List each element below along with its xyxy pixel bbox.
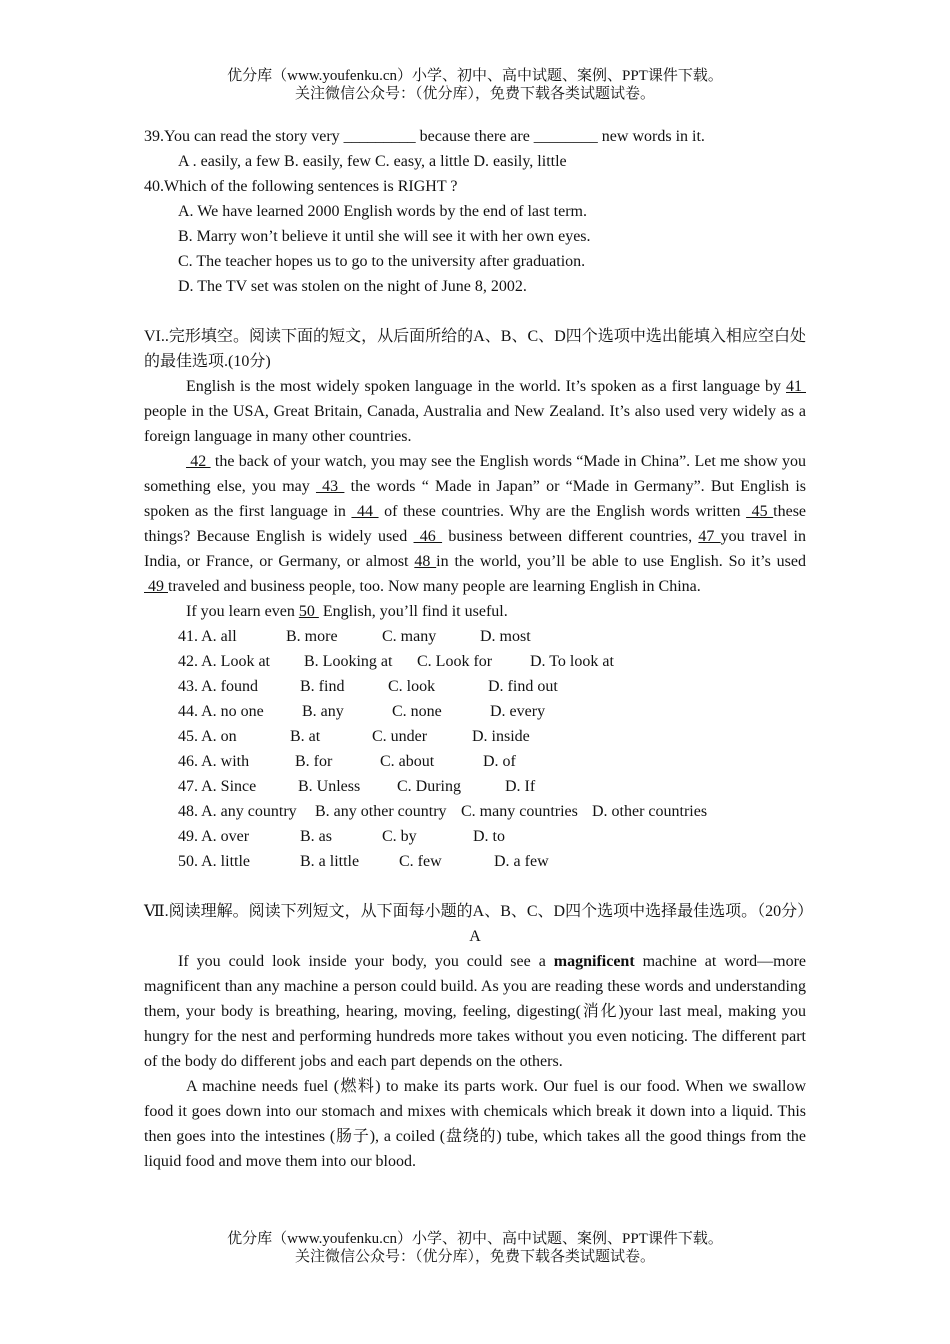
q40-option-b: B. Marry won’t believe it until she will see it with her own eyes. (178, 228, 591, 245)
blank-50: 50 (298, 603, 319, 620)
cloze-paragraph-3: If you learn even 50 English, you’ll find it useful. (186, 603, 508, 620)
cloze-paragraph-2: 42 the back of your watch, you may see the English words “Made in China”. Let me show you something else, you may 43 the words “ Made in Japan” or “Made in Germany”. But English is spoken as the first language in 44 of these countries. Why are the English words written 45 these things? Because English is widely used 46 business between different countries, 47 you travel in India, or France, or Germany, or almost 48 in the world, you’ll be able to use English. So it’s used 49 traveled and business people, too. Now many people are learning English in China. (144, 453, 807, 595)
q40-stem: 40.Which of the following sentences is RIGHT ? (144, 178, 458, 195)
footer-line-1: 优分库（www.youfenku.cn）小学、初中、高中试题、案例、PPT课件下载。 (227, 1231, 723, 1247)
q40-option-d: D. The TV set was stolen on the night of June 8, 2002. (178, 278, 527, 295)
cloze-question-48: 48. A. any country B. any other country C. many countries D. other countries (178, 803, 708, 820)
blank-44: 44 (351, 503, 379, 520)
blank-43: 43 (315, 478, 345, 495)
reading-section-title: A (469, 928, 481, 945)
blank-46: 46 (413, 528, 443, 545)
cloze-question-49: 49. A. over B. as C. by D. to (178, 828, 505, 845)
header-line-1: 优分库（www.youfenku.cn）小学、初中、高中试题、案例、PPT课件下载。 (227, 68, 723, 84)
q40-option-a: A. We have learned 2000 English words by the end of last term. (178, 203, 587, 220)
cloze-question-45: 45. A. on B. at C. under D. inside (178, 728, 530, 745)
cloze-paragraph-1: English is the most widely spoken language in the world. It’s spoken as a first language by 41 people in the USA, Great Britain, Canada, Australia and New Zealand. It’s also used very widely as a foreign language in many other countries. (144, 378, 806, 445)
bold-word: magnificent (553, 953, 635, 970)
cloze-question-50: 50. A. little B. a little C. few D. a few (178, 853, 549, 870)
cloze-question-41: 41. A. all B. more C. many D. most (178, 628, 531, 645)
cloze-question-43: 43. A. found B. find C. look D. find out (178, 678, 558, 695)
footer-line-2: 关注微信公众号：（优分库），免费下载各类试题试卷。 (294, 1249, 655, 1265)
blank-45: 45 (746, 503, 774, 520)
blank-41: 41 (786, 378, 806, 395)
cloze-question-46: 46. A. with B. for C. about D. of (178, 753, 516, 770)
reading-instruction: Ⅶ.阅读理解。阅读下列短文，从下面每小题的A、B、C、D四个选项中选择最佳选项。（20分） (144, 903, 814, 920)
reading-paragraph-2: A machine needs fuel (燃料) to make its parts work. Our fuel is our food. When we swallow food it goes down into our stomach and mixes with chemicals which break it down into a liquid. This then goes into the intestines (肠子), a coiled (盘绕的) tube, which takes all the good things from the liquid food and move them into our blood. (144, 1078, 806, 1170)
q40-option-c: C. The teacher hopes us to go to the university after graduation. (178, 253, 586, 270)
cloze-question-42: 42. A. Look at B. Looking at C. Look for D. To look at (178, 653, 614, 670)
blank-49: 49 (144, 578, 168, 595)
q39-stem: 39.You can read the story very _________ because there are ________ new words in it. (144, 128, 705, 145)
exam-content (144, 124, 814, 1174)
cloze-question-44: 44. A. no one B. any C. none D. every (178, 703, 546, 720)
reading-paragraph-1: If you could look inside your body, you could see a magnificent machine at word—more magnificent than any machine a person could build. As you are reading these words and understanding them, your body is breathing, hearing, moving, feeling, digesting(消化)your last meal, making you hungry for the nest and performing hundreds more takes without you even noticing. The different part of the body do different jobs and each part depends on the others. (144, 953, 807, 1070)
q39-options: A . easily, a few B. easily, few C. easy, a little D. easily, little (178, 153, 567, 170)
blank-42: 42 (186, 453, 211, 470)
blank-48: 48 (414, 553, 437, 570)
blank-47: 47 (698, 528, 721, 545)
page-footer (0, 1230, 950, 1266)
cloze-question-47: 47. A. Since B. Unless C. During D. If (178, 778, 536, 795)
page-header (0, 67, 950, 103)
header-line-2: 关注微信公众号：（优分库），免费下载各类试题试卷。 (294, 86, 655, 102)
cloze-instruction: VI..完形填空。阅读下面的短文，从后面所给的A、B、C、D四个选项中选出能填入相应空白处的最佳选项.(10分) (144, 328, 806, 370)
